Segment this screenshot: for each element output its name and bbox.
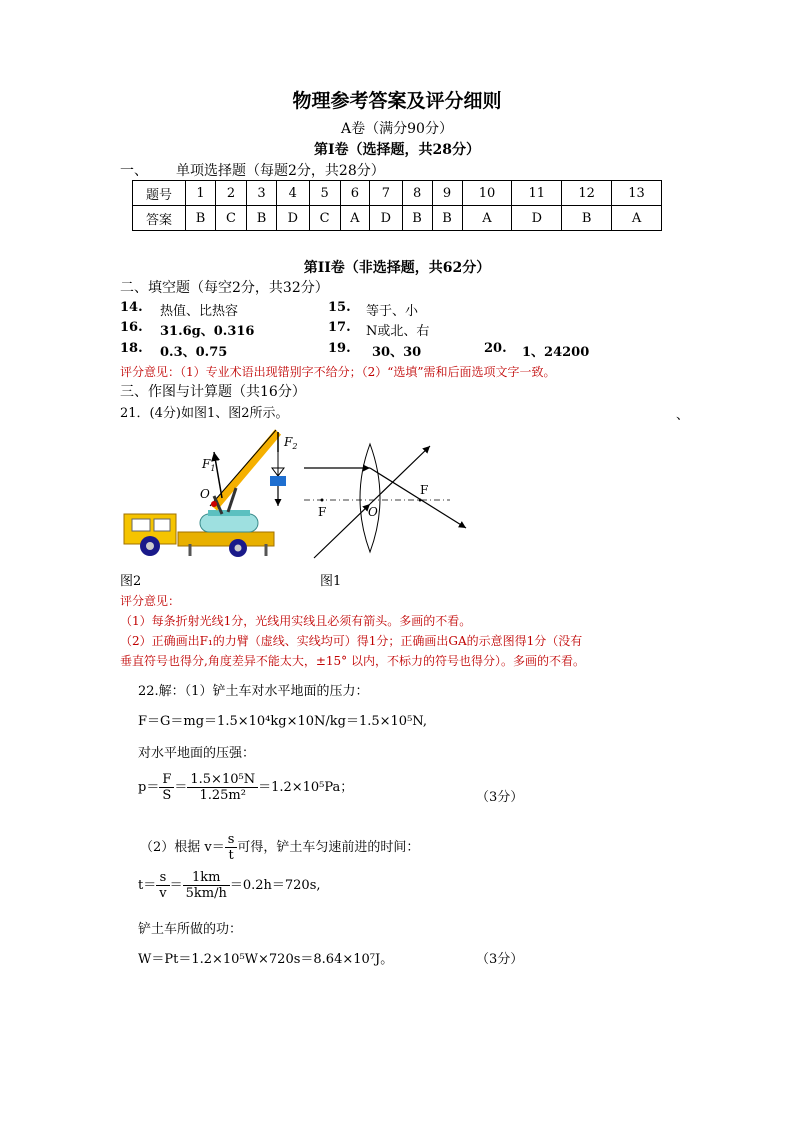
crane-boom: [214, 432, 278, 508]
table-cell: B: [432, 206, 462, 231]
grading-note-2b: 垂直符号也得分,角度差异不能太大，±15° 以内，不标力的符号也得分）。多画的不看。: [120, 654, 585, 668]
cab-window: [132, 519, 150, 531]
fill-item: 20.: [484, 341, 507, 356]
q22-pressure-label: 对水平地面的压强：: [138, 746, 256, 761]
lens-figure: [300, 438, 480, 560]
table-cell: B: [562, 206, 612, 231]
crane-base: [178, 532, 274, 546]
table-cell: 1: [186, 181, 216, 206]
label-focus-left: F: [318, 505, 327, 519]
fill-answer: N或北、右: [366, 324, 430, 339]
table-cell: C: [215, 206, 246, 231]
focal-point: [419, 499, 422, 502]
fraction-num: s: [156, 870, 169, 886]
part2-pre: （2）根据 v＝: [140, 840, 225, 855]
fill-item: 17.: [328, 320, 351, 335]
formula-eq: ＝: [169, 878, 183, 893]
table-cell: 10: [462, 181, 512, 206]
part1-heading: 第Ⅰ卷（选择题，共28分）: [313, 142, 481, 158]
wheel-hub: [235, 545, 242, 552]
table-cell: B: [402, 206, 432, 231]
table-cell: A: [340, 206, 370, 231]
formula-lhs: t＝: [138, 878, 157, 893]
table-cell: D: [277, 206, 309, 231]
fill-answer: 30、30: [372, 345, 422, 360]
fraction-den: v: [159, 886, 167, 901]
fill-answer: 等于、小: [366, 304, 419, 319]
label-f2: $F_2$: [284, 435, 298, 451]
fraction-den: 5km/h: [185, 886, 227, 901]
label-focus-right: F: [420, 483, 429, 497]
subtitle: A卷（满分90分）: [341, 121, 453, 137]
grading-note-head: 评分意见：: [120, 594, 181, 608]
pivot-point: [211, 501, 217, 507]
crane-figure: [118, 422, 298, 564]
formula-rhs: ＝1.2×10⁵Pa；: [258, 780, 354, 795]
section2-heading: 二、填空题（每空2分，共32分）: [120, 280, 329, 296]
q22-work-line: W＝Pt＝1.2×10⁵W×720s＝8.64×10⁷J。: [138, 952, 394, 967]
table-cell: B: [186, 206, 216, 231]
q22-score: （3分）: [476, 952, 524, 967]
table-cell: D: [512, 206, 562, 231]
table-cell: D: [370, 206, 402, 231]
fraction-den: 1.25m²: [199, 788, 246, 803]
section1-text: 单项选择题（每题2分，共28分）: [176, 163, 385, 179]
table-cell: A: [612, 206, 662, 231]
q22-work-label: 铲土车所做的功：: [138, 922, 243, 937]
fraction: [225, 832, 238, 863]
q22-part2: [140, 832, 419, 863]
fraction: [159, 772, 174, 803]
fill-item: 15.: [328, 300, 351, 315]
table-cell: 7: [370, 181, 402, 206]
fraction: [156, 870, 169, 901]
refracted-ray: [370, 468, 466, 528]
hanging-load: [270, 476, 286, 486]
table-cell: 13: [612, 181, 662, 206]
table-cell: 答案: [133, 206, 186, 231]
fill-item: 14.: [120, 300, 143, 315]
label-o: O: [200, 487, 210, 501]
table-cell: 4: [277, 181, 309, 206]
table-cell: 12: [562, 181, 612, 206]
grading-note: 评分意见：（1）专业术语出现错别字不给分；（2）“选填”需和后面选项文字一致。: [120, 365, 556, 379]
crane-turret: [200, 514, 258, 532]
answer-table: [132, 180, 662, 231]
table-cell: 6: [340, 181, 370, 206]
part2-post: 可得，铲土车匀速前进的时间：: [237, 840, 420, 855]
q21-text: 21．(4分)如图1、图2所示。: [120, 406, 289, 421]
fraction: [187, 772, 258, 803]
table-cell: C: [309, 206, 340, 231]
q22-score: （3分）: [476, 790, 524, 805]
table-cell: 11: [512, 181, 562, 206]
fraction-num: s: [225, 832, 238, 848]
fill-answer: 31.6g、0.316: [160, 324, 255, 339]
page-title: 物理参考答案及评分细则: [292, 90, 502, 112]
label-optical-center: O: [368, 505, 378, 519]
force-f1-arrow: [214, 452, 222, 498]
table-row: [133, 181, 662, 206]
table-cell: 题号: [133, 181, 186, 206]
table-cell: 9: [432, 181, 462, 206]
grading-note-1: （1）每条折射光线1分，光线用实线且必须有箭头。多画的不看。: [120, 614, 472, 628]
crane-boom-edge: [210, 430, 276, 506]
fraction: [183, 870, 230, 901]
label-f1: $F_1$: [202, 457, 216, 473]
fill-item: 16.: [120, 320, 143, 335]
caption-fig2: 图2: [120, 574, 142, 589]
formula-lhs: p＝: [138, 780, 160, 795]
fraction-num: 1.5×10⁵N: [187, 772, 258, 788]
section3-heading: 三、作图与计算题（共16分）: [120, 384, 306, 400]
q22-pressure-formula: [138, 772, 353, 803]
stray-mark: 、: [676, 408, 690, 423]
fill-item: 19.: [328, 341, 351, 356]
cab-window: [154, 519, 170, 531]
fill-answer: 1、24200: [522, 345, 590, 360]
q22-intro: 22.解：（1）铲土车对水平地面的压力：: [138, 684, 369, 699]
formula-rhs: ＝0.2h＝720s,: [229, 878, 321, 893]
focal-point: [321, 499, 324, 502]
fraction-num: F: [159, 772, 174, 788]
table-cell: B: [247, 206, 277, 231]
q22-time-formula: [138, 870, 321, 901]
fraction-num: 1km: [183, 870, 230, 886]
fraction-den: S: [162, 788, 172, 803]
fraction-den: t: [228, 848, 234, 863]
wheel-hub: [146, 542, 154, 550]
table-cell: 3: [247, 181, 277, 206]
section1-label: 一、: [120, 163, 148, 179]
table-cell: A: [462, 206, 512, 231]
fill-answer: 0.3、0.75: [160, 345, 228, 360]
table-cell: 8: [402, 181, 432, 206]
grading-note-2a: （2）正确画出F₁的力臂（虚线、实线均可）得1分；正确画出GA的示意图得1分（没有: [120, 634, 583, 648]
table-row: [133, 206, 662, 231]
caption-fig1: 图1: [320, 574, 342, 589]
table-cell: 5: [309, 181, 340, 206]
fill-item: 18.: [120, 341, 143, 356]
formula-eq: ＝: [174, 780, 188, 795]
part2-heading: 第II卷（非选择题，共62分）: [303, 260, 491, 276]
q22-force-line: F＝G＝mg＝1.5×10⁴kg×10N/kg＝1.5×10⁵N,: [138, 714, 427, 729]
fill-answer: 热值、比热容: [160, 304, 239, 319]
table-cell: 2: [215, 181, 246, 206]
